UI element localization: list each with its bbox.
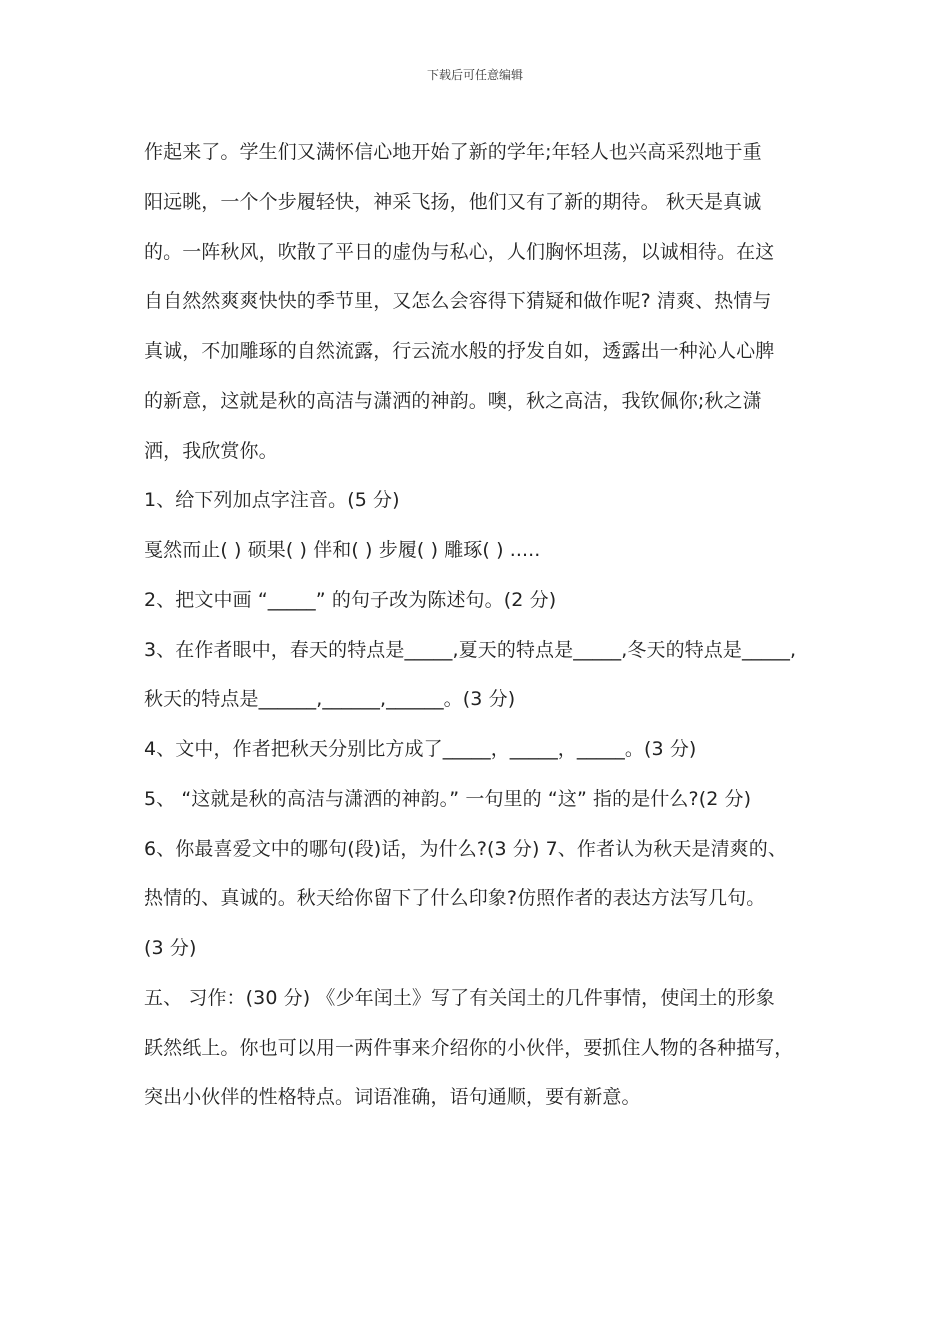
text-line: 洒，我欣赏你。 — [144, 439, 278, 462]
section-5-end: 突出小伙伴的性格特点。词语准确，语句通顺，要有新意。 — [144, 1086, 641, 1109]
question-1-items: 戛然而止( ) 硕果( ) 伴和( ) 步履( ) 雕琢( ) ..... — [144, 539, 541, 561]
question-1: 1、给下列加点字注音。(5 分) — [144, 489, 400, 512]
question-2: 2、把文中画 “_____” 的句子改为陈述句。(2 分) — [144, 588, 557, 611]
question-3: 3、在作者眼中，春天的特点是_____,夏天的特点是_____,冬天的特点是_____, — [144, 638, 797, 661]
text-line: 的新意，这就是秋的高洁与潇洒的神韵。噢，秋之高洁，我钦佩你;秋之潇 — [144, 389, 762, 412]
text-line: 的。一阵秋风，吹散了平日的虚伪与私心，人们胸怀坦荡，以诚相待。在这 — [144, 240, 775, 263]
text-line: 真诚，不加雕琢的自然流露，行云流水般的抒发自如，透露出一种沁人心脾 — [144, 340, 775, 362]
question-7-cont: 热情的、真诚的。秋天给你留下了什么印象?仿照作者的表达方法写几句。 — [144, 887, 766, 910]
section-5-writing: 五、 习作：(30 分) 《少年闰土》写了有关闰土的几件事情，使闰土的形象 — [144, 986, 775, 1009]
text-line: 作起来了。学生们又满怀信心地开始了新的学年;年轻人也兴高采烈地于重 — [144, 141, 762, 163]
text-line: 阳远眺，一个个步履轻快，神采飞扬，他们又有了新的期待。 秋天是真诚 — [144, 190, 762, 213]
section-5-cont: 跃然纸上。你也可以用一两件事来介绍你的小伙伴，要抓住人物的各种描写， — [144, 1036, 794, 1059]
document-body — [144, 132, 812, 1127]
question-6-7: 6、你最喜爱文中的哪句(段)话，为什么?(3 分) 7、作者认为秋天是清爽的、 — [144, 837, 787, 860]
question-5: 5、 “这就是秋的高洁与潇洒的神韵。” 一句里的 “这” 指的是什么?(2 分) — [144, 787, 752, 810]
page-header: 下载后可任意编辑 — [426, 68, 523, 82]
question-4: 4、文中，作者把秋天分别比方成了_____，_____，_____。(3 分) — [144, 738, 697, 760]
text-line: 自自然然爽爽快快的季节里，又怎么会容得下猜疑和做作呢? 清爽、热情与 — [144, 290, 772, 313]
question-7-score: (3 分) — [144, 937, 197, 959]
question-3-cont: 秋天的特点是______,______,______。(3 分) — [144, 688, 516, 711]
